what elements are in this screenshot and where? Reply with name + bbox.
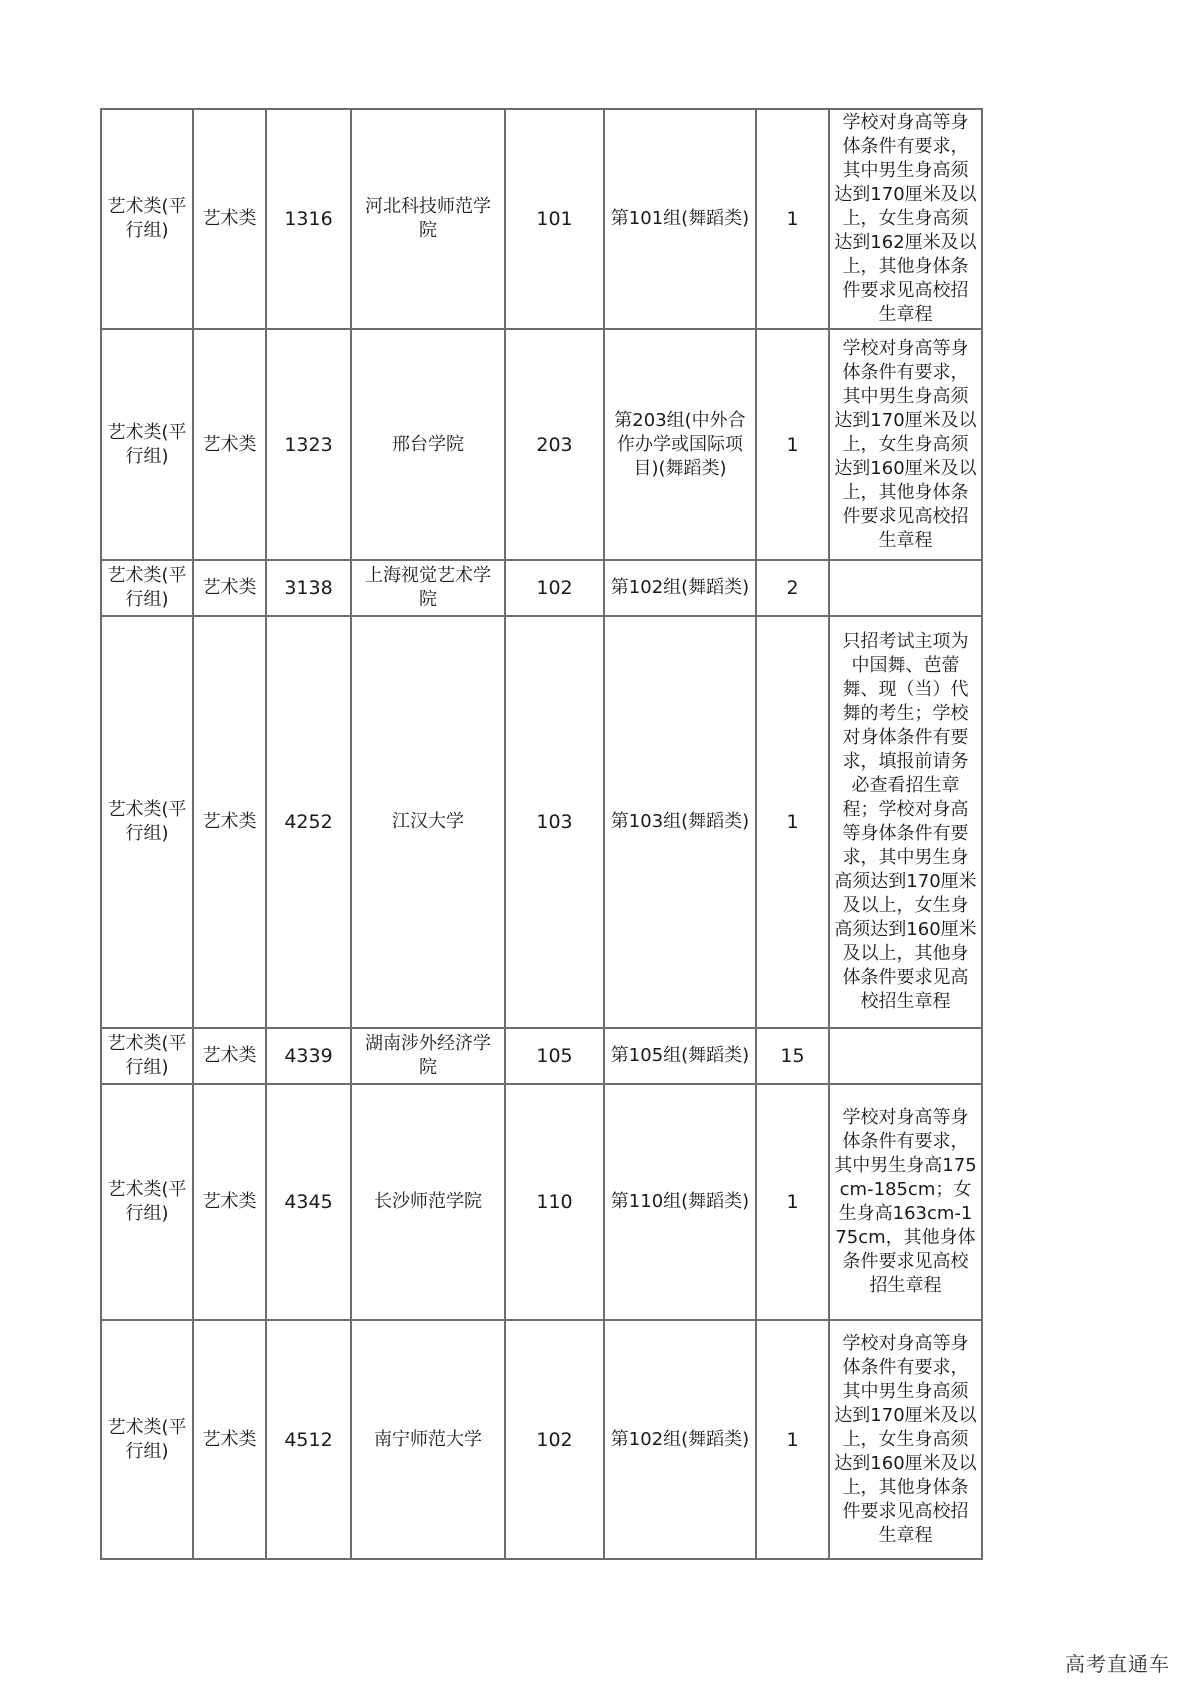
table-row — [101, 560, 982, 616]
category-cell: 艺术类(平行组) — [101, 560, 193, 616]
note-cell: 学校对身高等身体条件有要求，其中男生身高须达到170厘米及以上，女生身高须达到162厘米及以上，其他身体条件要求见高校招生章程 — [829, 109, 982, 329]
category-cell: 艺术类(平行组) — [101, 1084, 193, 1320]
note-cell: 学校对身高等身体条件有要求，其中男生身高175cm-185cm；女生身高163cm-175cm，其他身体条件要求见高校招生章程 — [829, 1084, 982, 1320]
note-cell — [829, 560, 982, 616]
group-name-cell: 第103组(舞蹈类) — [604, 616, 756, 1028]
school-code-cell: 4252 — [266, 616, 351, 1028]
type-cell: 艺术类 — [193, 329, 266, 560]
type-cell: 艺术类 — [193, 1320, 266, 1559]
table-row — [101, 616, 982, 1028]
table-row — [101, 1028, 982, 1084]
group-name-cell: 第110组(舞蹈类) — [604, 1084, 756, 1320]
admission-plan-table — [100, 108, 983, 1560]
note-cell — [829, 1028, 982, 1084]
school-name-cell: 江汉大学 — [351, 616, 505, 1028]
category-cell: 艺术类(平行组) — [101, 1028, 193, 1084]
note-cell: 学校对身高等身体条件有要求，其中男生身高须达到170厘米及以上，女生身高须达到160厘米及以上，其他身体条件要求见高校招生章程 — [829, 1320, 982, 1559]
school-name-cell: 南宁师范大学 — [351, 1320, 505, 1559]
group-code-cell: 102 — [505, 560, 604, 616]
table-row — [101, 1320, 982, 1559]
note-cell: 学校对身高等身体条件有要求，其中男生身高须达到170厘米及以上，女生身高须达到160厘米及以上，其他身体条件要求见高校招生章程 — [829, 329, 982, 560]
school-code-cell: 4345 — [266, 1084, 351, 1320]
group-code-cell: 110 — [505, 1084, 604, 1320]
group-code-cell: 105 — [505, 1028, 604, 1084]
school-name-cell: 长沙师范学院 — [351, 1084, 505, 1320]
school-code-cell: 1323 — [266, 329, 351, 560]
plan-count-cell: 1 — [756, 109, 829, 329]
group-code-cell: 103 — [505, 616, 604, 1028]
school-code-cell: 4512 — [266, 1320, 351, 1559]
table-row — [101, 329, 982, 560]
school-code-cell: 3138 — [266, 560, 351, 616]
table-row — [101, 109, 982, 329]
plan-count-cell: 1 — [756, 329, 829, 560]
group-name-cell: 第102组(舞蹈类) — [604, 1320, 756, 1559]
type-cell: 艺术类 — [193, 109, 266, 329]
school-name-cell: 上海视觉艺术学院 — [351, 560, 505, 616]
category-cell: 艺术类(平行组) — [101, 329, 193, 560]
group-code-cell: 101 — [505, 109, 604, 329]
group-name-cell: 第203组(中外合作办学或国际项目)(舞蹈类) — [604, 329, 756, 560]
type-cell: 艺术类 — [193, 616, 266, 1028]
plan-count-cell: 2 — [756, 560, 829, 616]
school-name-cell: 河北科技师范学院 — [351, 109, 505, 329]
type-cell: 艺术类 — [193, 560, 266, 616]
type-cell: 艺术类 — [193, 1028, 266, 1084]
category-cell: 艺术类(平行组) — [101, 616, 193, 1028]
type-cell: 艺术类 — [193, 1084, 266, 1320]
school-name-cell: 邢台学院 — [351, 329, 505, 560]
group-name-cell: 第102组(舞蹈类) — [604, 560, 756, 616]
school-code-cell: 4339 — [266, 1028, 351, 1084]
group-code-cell: 203 — [505, 329, 604, 560]
table-row — [101, 1084, 982, 1320]
plan-count-cell: 1 — [756, 1320, 829, 1559]
watermark: 高考直通车 — [1065, 1652, 1170, 1676]
group-code-cell: 102 — [505, 1320, 604, 1559]
group-name-cell: 第105组(舞蹈类) — [604, 1028, 756, 1084]
plan-count-cell: 1 — [756, 1084, 829, 1320]
plan-count-cell: 1 — [756, 616, 829, 1028]
category-cell: 艺术类(平行组) — [101, 109, 193, 329]
plan-count-cell: 15 — [756, 1028, 829, 1084]
school-code-cell: 1316 — [266, 109, 351, 329]
note-cell: 只招考试主项为中国舞、芭蕾舞、现（当）代舞的考生；学校对身体条件有要求，填报前请务必查看招生章程；学校对身高等身体条件有要求，其中男生身高须达到170厘米及以上，女生身高须达到160厘米及以上，其他身体条件要求见高校招生章程 — [829, 616, 982, 1028]
school-name-cell: 湖南涉外经济学院 — [351, 1028, 505, 1084]
category-cell: 艺术类(平行组) — [101, 1320, 193, 1559]
group-name-cell: 第101组(舞蹈类) — [604, 109, 756, 329]
